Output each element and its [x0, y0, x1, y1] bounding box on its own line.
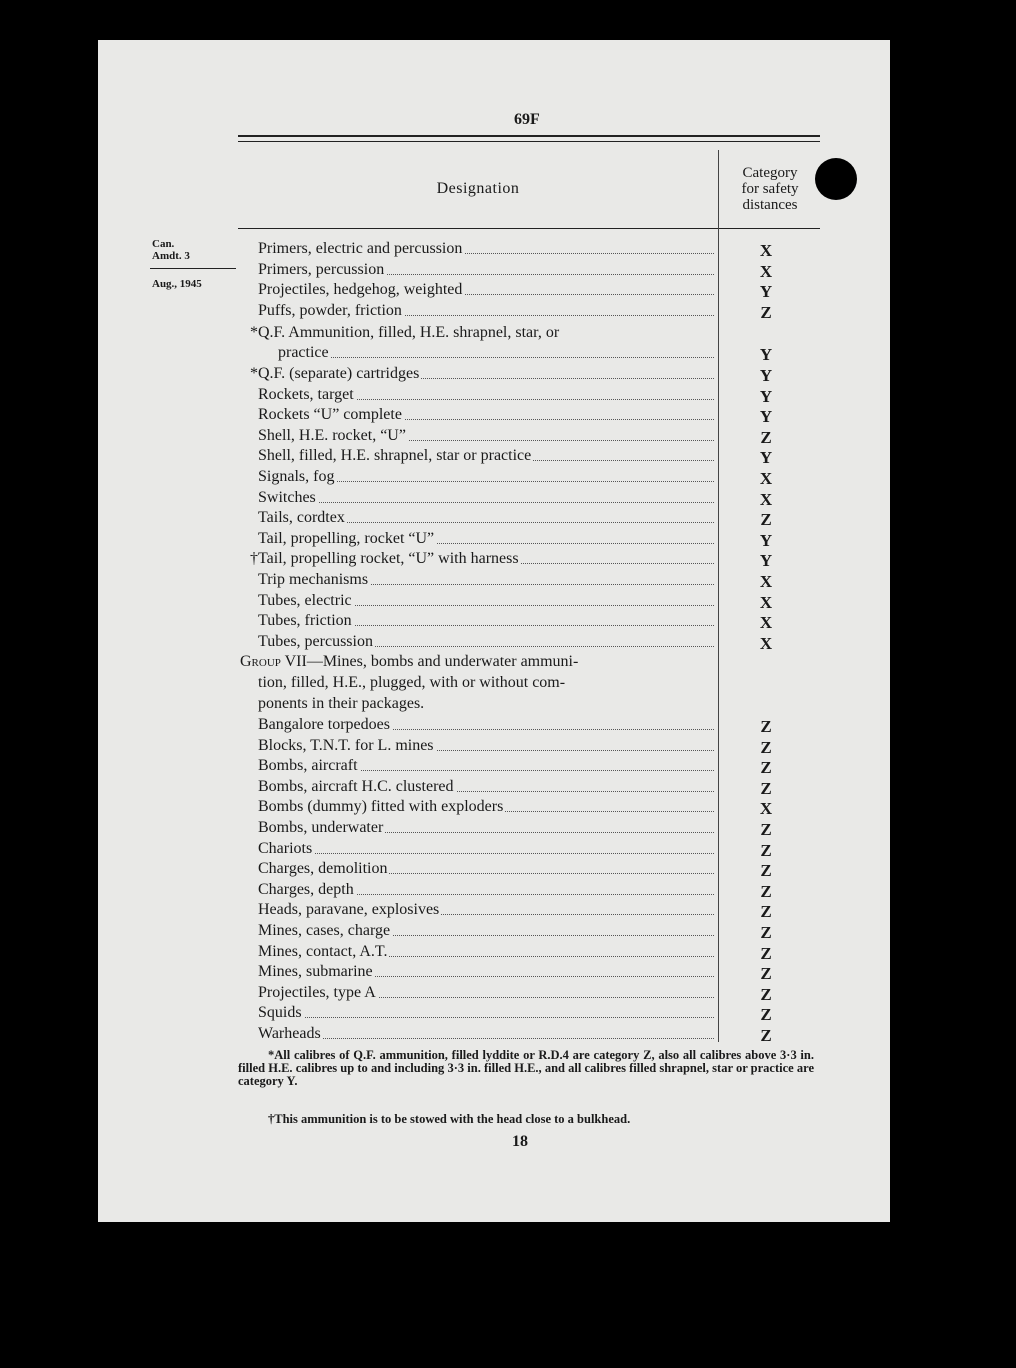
top-rule — [238, 135, 820, 137]
table-row — [258, 487, 714, 508]
category-cell: Y — [759, 407, 773, 426]
table-row — [258, 528, 714, 549]
designation-cell: Tubes, percussion — [258, 633, 373, 650]
category-cell: Z — [760, 303, 772, 322]
category-cell: Y — [759, 387, 773, 406]
category-cell: Y — [759, 551, 773, 570]
table-row — [250, 363, 714, 384]
category-cell: Y — [759, 282, 773, 301]
designation-cell: Mines, cases, charge — [258, 922, 391, 939]
category-cell: Z — [760, 902, 772, 921]
category-cell: X — [759, 262, 773, 281]
qf-ammunition-category: Y — [759, 345, 773, 364]
punch-hole — [815, 158, 857, 200]
group-vii-label: Group VII — [240, 653, 307, 670]
margin-note-amendment — [152, 238, 190, 262]
category-cell: Y — [759, 366, 773, 385]
table-row — [258, 507, 714, 528]
designation-cell: Mines, contact, A.T. — [258, 943, 388, 960]
designation-cell: Primers, percussion — [258, 261, 385, 278]
page-number: 69F — [514, 111, 540, 128]
designation-cell: Charges, demolition — [258, 860, 388, 877]
designation-header: Designation — [436, 180, 520, 197]
table-row — [258, 735, 714, 756]
leader-dots — [258, 838, 714, 854]
category-cell: Z — [760, 964, 772, 983]
table-row — [258, 776, 714, 797]
category-cell: Z — [760, 820, 772, 839]
designation-cell: Switches — [258, 489, 316, 506]
category-cell: Z — [760, 923, 772, 942]
designation-cell: Rockets “U” complete — [258, 406, 402, 423]
table-row — [258, 466, 714, 487]
category-cell: Z — [760, 779, 772, 798]
category-cell: Z — [760, 861, 772, 880]
designation-cell: Primers, electric and percussion — [258, 240, 463, 257]
designation-cell: Puffs, powder, friction — [258, 302, 402, 319]
designation-cell: Tail, propelling, rocket “U” — [258, 530, 435, 547]
designation-cell: Tails, cordtex — [258, 509, 345, 526]
category-cell: Z — [760, 944, 772, 963]
category-cell: Z — [760, 1026, 772, 1045]
designation-cell: Bangalore torpedoes — [258, 716, 390, 733]
category-cell: Z — [760, 1005, 772, 1024]
table-row — [258, 404, 714, 425]
footnote-dagger: †This ammunition is to be stowed with the head close to a bulkhead. — [268, 1112, 631, 1126]
leader-dots — [258, 487, 714, 503]
table-row — [250, 548, 714, 569]
category-cell: Z — [760, 841, 772, 860]
group-vii-line-3: ponents in their packages. — [258, 695, 425, 712]
designation-cell: Warheads — [258, 1025, 321, 1042]
table-row — [258, 755, 714, 776]
table-row — [258, 300, 714, 321]
category-cell: X — [759, 634, 773, 653]
designation-cell: Mines, submarine — [258, 963, 373, 980]
designation-cell: Projectiles, type A — [258, 984, 376, 1001]
category-cell: Z — [760, 985, 772, 1004]
table-row — [258, 941, 714, 962]
category-header — [722, 165, 818, 213]
table-row — [258, 610, 714, 631]
category-cell: Z — [760, 738, 772, 757]
category-cell: Z — [760, 510, 772, 529]
table-row — [258, 259, 714, 280]
category-cell: X — [759, 490, 773, 509]
header-rule — [238, 228, 820, 229]
category-cell: Z — [760, 882, 772, 901]
margin-note-date: Aug., 1945 — [152, 278, 202, 290]
designation-cell: Bombs, underwater — [258, 819, 384, 836]
category-cell: X — [759, 572, 773, 591]
qf-ammunition-line-2 — [278, 342, 714, 363]
table-row — [258, 425, 714, 446]
designation-cell: Heads, paravane, explosives — [258, 901, 440, 918]
designation-cell: Trip mechanisms — [258, 571, 369, 588]
category-cell: X — [759, 469, 773, 488]
table-row — [258, 590, 714, 611]
designation-cell: Rockets, target — [258, 386, 354, 403]
designation-cell: Signals, fog — [258, 468, 335, 485]
table-row — [258, 817, 714, 838]
table-row — [258, 899, 714, 920]
designation-cell: Bombs (dummy) fitted with exploders — [258, 798, 504, 815]
designation-cell: Shell, H.E. rocket, “U” — [258, 427, 406, 444]
margin-note-line-2: Amdt. 3 — [152, 250, 190, 262]
category-cell: X — [759, 593, 773, 612]
category-cell: Z — [760, 717, 772, 736]
table-row — [258, 920, 714, 941]
designation-cell: Tubes, friction — [258, 612, 352, 629]
footnote-star: *All calibres of Q.F. ammunition, filled lyddite or R.D.4 are category Z, also all calibres above 3·3 in. filled H.E. calibres up to and including 3·3 in. filled H.E., and all calibres filled shrapnel, star or practice are category Y. — [238, 1048, 814, 1088]
designation-cell: *Q.F. (separate) cartridges — [250, 365, 420, 382]
qf-ammunition-text: practice — [278, 344, 329, 361]
leader-dots — [258, 1002, 714, 1018]
category-cell: Z — [760, 428, 772, 447]
table-row — [258, 714, 714, 735]
leader-dots — [278, 342, 714, 358]
category-header-line-3: distances — [742, 197, 798, 213]
category-cell: X — [759, 613, 773, 632]
table-row — [258, 279, 714, 300]
designation-cell: Bombs, aircraft H.C. clustered — [258, 778, 454, 795]
category-cell: Y — [759, 448, 773, 467]
table-row — [258, 445, 714, 466]
table-row — [258, 961, 714, 982]
table-row — [258, 1002, 714, 1023]
column-separator — [718, 150, 719, 1042]
designation-cell: Squids — [258, 1004, 302, 1021]
leader-dots — [258, 1023, 714, 1039]
table-row — [258, 879, 714, 900]
designation-cell: Bombs, aircraft — [258, 757, 358, 774]
designation-cell: Projectiles, hedgehog, weighted — [258, 281, 463, 298]
table-row — [258, 1023, 714, 1044]
table-row — [258, 838, 714, 859]
category-header-line-2: for safety — [741, 181, 799, 197]
designation-cell: Tubes, electric — [258, 592, 352, 609]
category-cell: X — [759, 799, 773, 818]
designation-cell: Shell, filled, H.E. shrapnel, star or practice — [258, 447, 532, 464]
category-cell: X — [759, 241, 773, 260]
table-row — [258, 796, 714, 817]
category-header-line-1: Category — [742, 165, 798, 181]
designation-cell: †Tail, propelling rocket, “U” with harness — [250, 550, 519, 567]
margin-note-divider — [150, 268, 236, 269]
group-vii-text-1: —Mines, bombs and underwater ammuni- — [306, 653, 579, 670]
table-row — [258, 569, 714, 590]
group-vii-line-2: tion, filled, H.E., plugged, with or without com- — [258, 674, 566, 691]
category-cell: Z — [760, 758, 772, 777]
category-cell: Y — [759, 531, 773, 550]
top-rule-thin — [238, 141, 820, 142]
designation-cell: Chariots — [258, 840, 313, 857]
designation-cell: Blocks, T.N.T. for L. mines — [258, 737, 434, 754]
table-row — [258, 982, 714, 1003]
table-row — [258, 858, 714, 879]
margin-note-line-1: Can. — [152, 238, 175, 250]
qf-ammunition-line-1: *Q.F. Ammunition, filled, H.E. shrapnel, star, or — [250, 324, 560, 341]
group-vii-line-1 — [240, 651, 716, 672]
table-row — [258, 384, 714, 405]
table-row — [258, 238, 714, 259]
designation-cell: Charges, depth — [258, 881, 354, 898]
table-row — [258, 631, 714, 652]
bottom-page-number: 18 — [512, 1133, 528, 1150]
